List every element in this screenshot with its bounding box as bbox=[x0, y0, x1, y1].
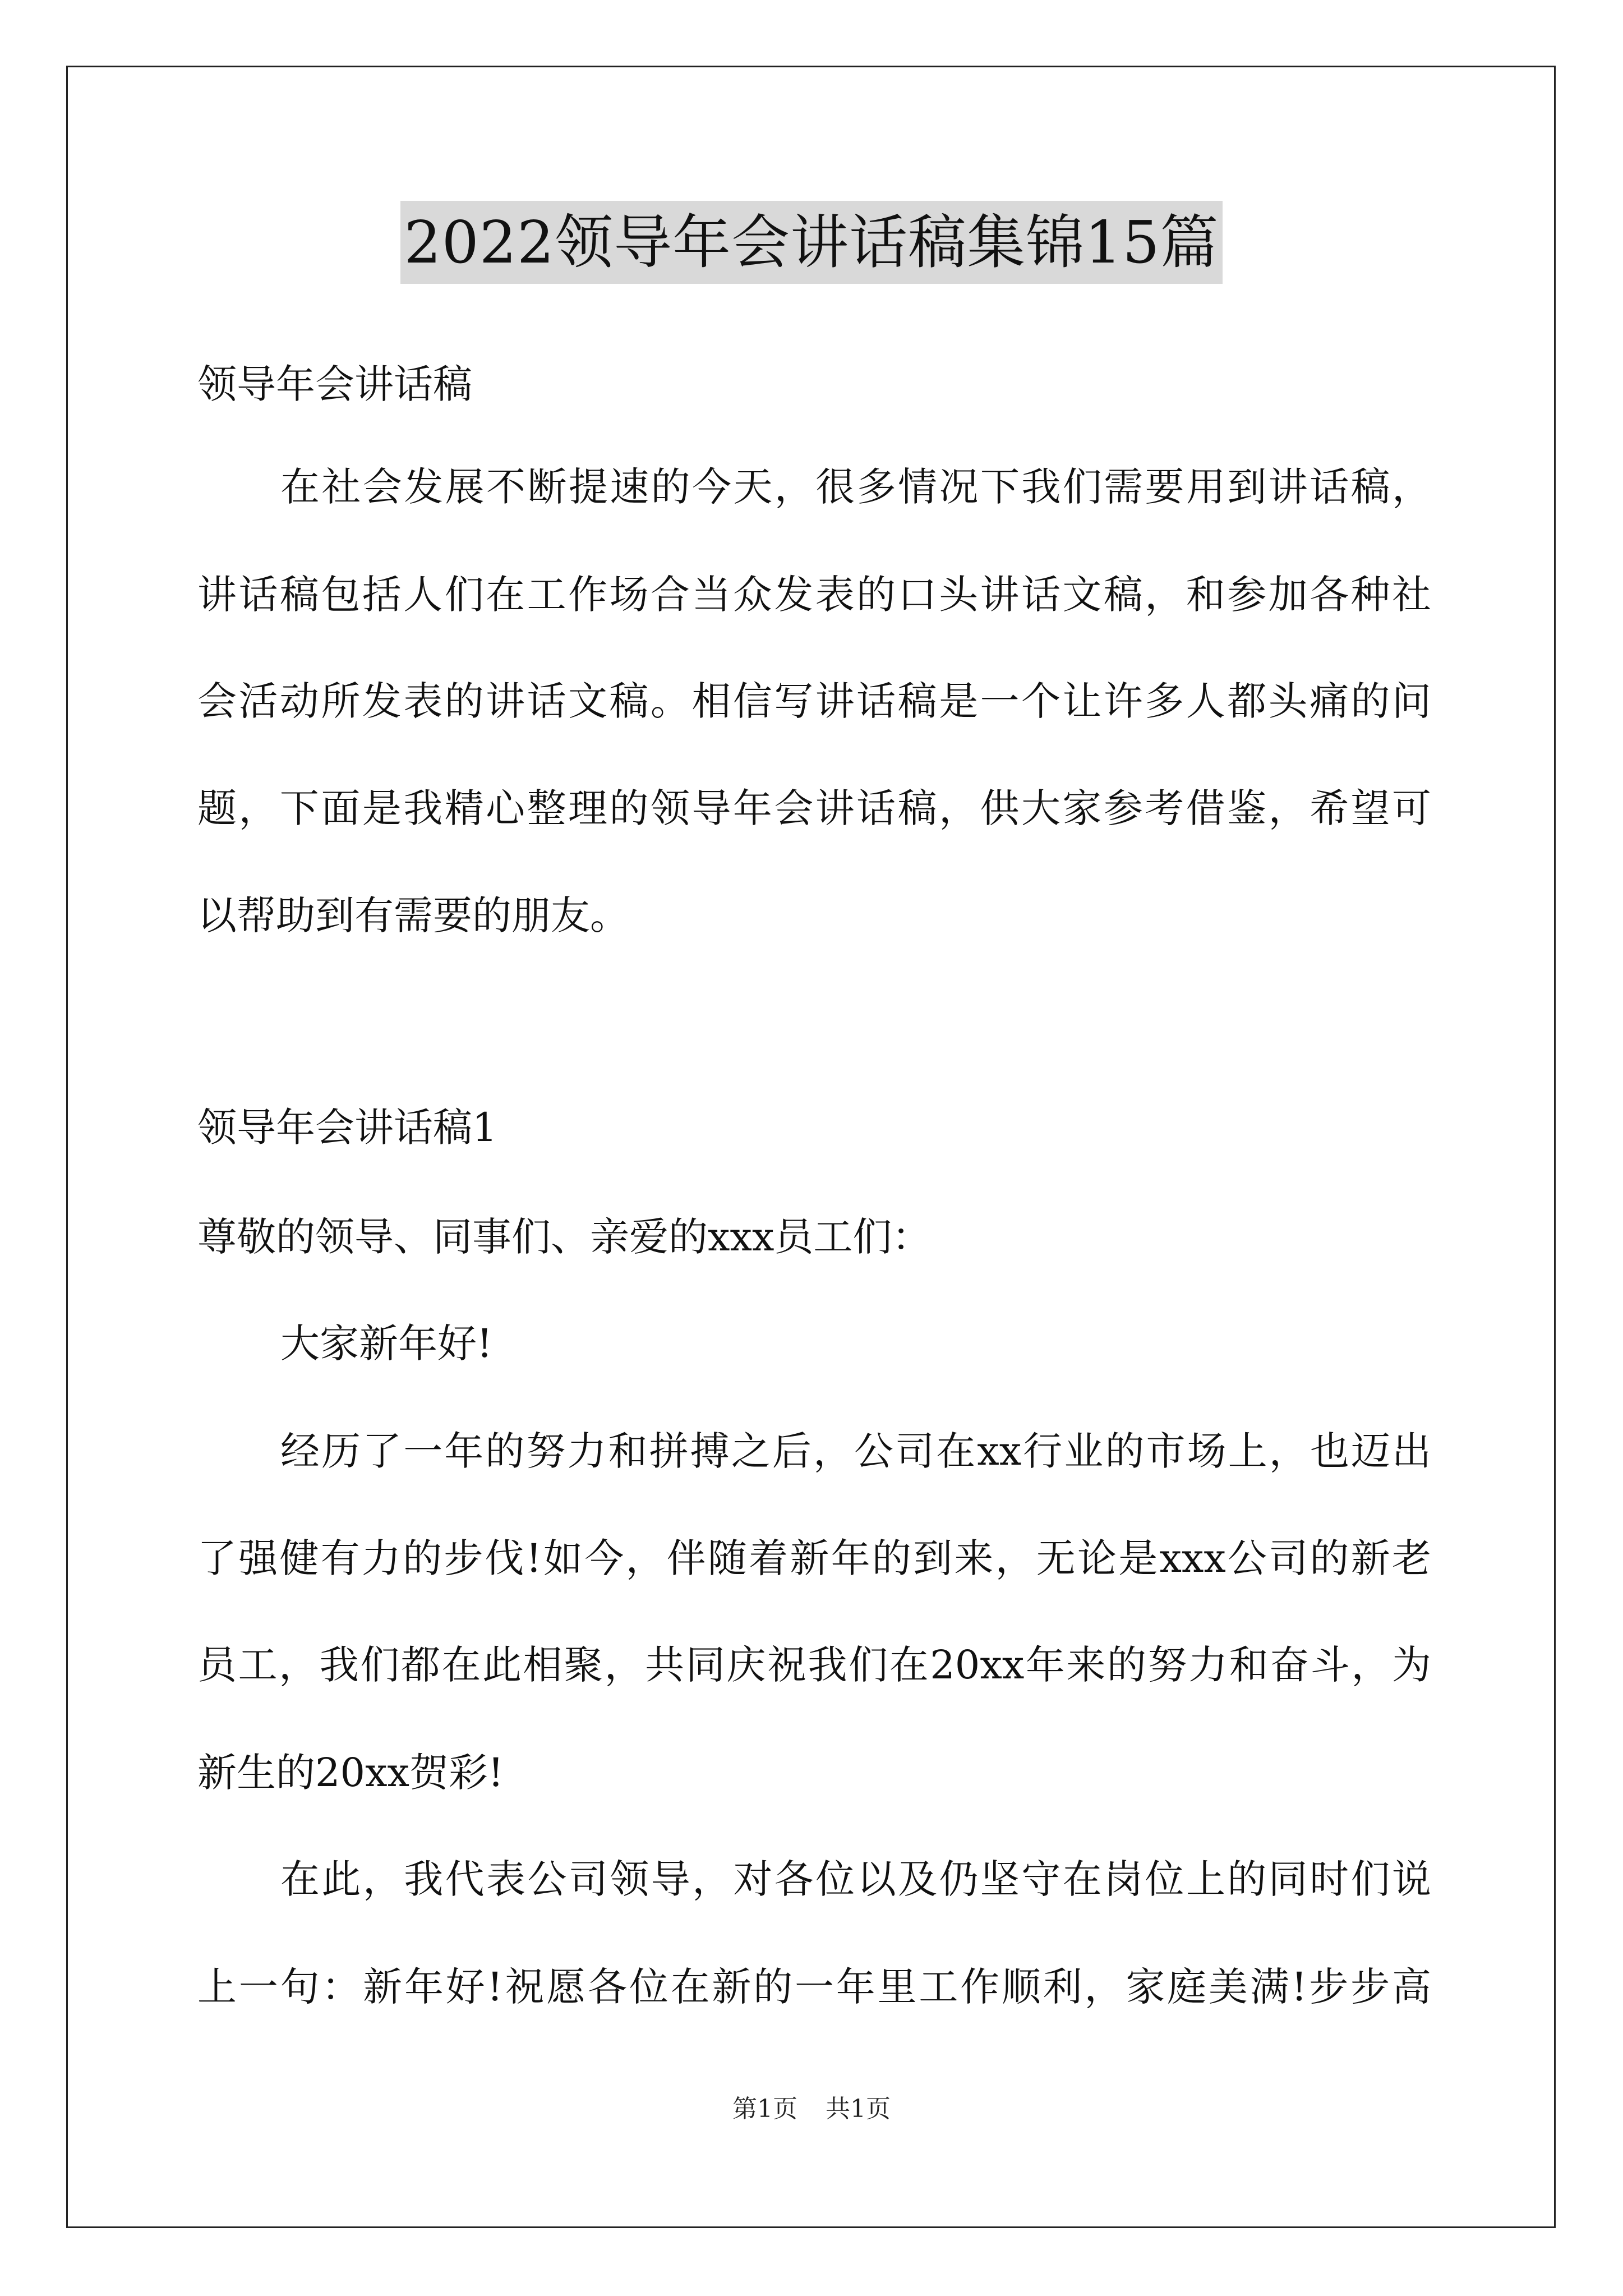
page-footer bbox=[0, 2092, 1623, 2126]
section-heading: 领导年会讲话稿 bbox=[197, 361, 472, 407]
title-container bbox=[0, 201, 1623, 284]
paragraph-line: 会活动所发表的讲话文稿。相信写讲话稿是一个让许多人都头痛的问 bbox=[197, 678, 1431, 724]
paragraph-line: 上一句：新年好!祝愿各位在新的一年里工作顺利，家庭美满!步步高 bbox=[197, 1964, 1431, 2010]
page-number: 第1页 bbox=[732, 2095, 797, 2123]
paragraph-line: 经历了一年的努力和拼搏之后，公司在xx行业的市场上，也迈出 bbox=[280, 1428, 1431, 1474]
document-title: 2022领导年会讲话稿集锦15篇 bbox=[400, 201, 1222, 284]
paragraph-line: 新生的20xx贺彩! bbox=[197, 1750, 504, 1796]
paragraph-line: 员工，我们都在此相聚，共同庆祝我们在20xx年来的努力和奋斗，为 bbox=[197, 1642, 1431, 1688]
section-heading: 领导年会讲话稿1 bbox=[197, 1105, 497, 1151]
page-total: 共1页 bbox=[826, 2095, 891, 2123]
paragraph-line: 讲话稿包括人们在工作场合当众发表的口头讲话文稿，和参加各种社 bbox=[197, 572, 1431, 618]
paragraph-line: 在此，我代表公司领导，对各位以及仍坚守在岗位上的同时们说 bbox=[280, 1856, 1431, 1902]
paragraph-line: 了强健有力的步伐!如今，伴随着新年的到来，无论是xxx公司的新老 bbox=[197, 1535, 1431, 1581]
paragraph-line: 题，下面是我精心整理的领导年会讲话稿，供大家参考借鉴，希望可 bbox=[197, 785, 1431, 831]
paragraph-line: 以帮助到有需要的朋友。 bbox=[197, 892, 629, 938]
greeting-line: 大家新年好! bbox=[280, 1320, 493, 1366]
salutation-line: 尊敬的领导、同事们、亲爱的xxx员工们： bbox=[197, 1214, 932, 1260]
paragraph-line: 在社会发展不断提速的今天，很多情况下我们需要用到讲话稿， bbox=[280, 464, 1431, 510]
